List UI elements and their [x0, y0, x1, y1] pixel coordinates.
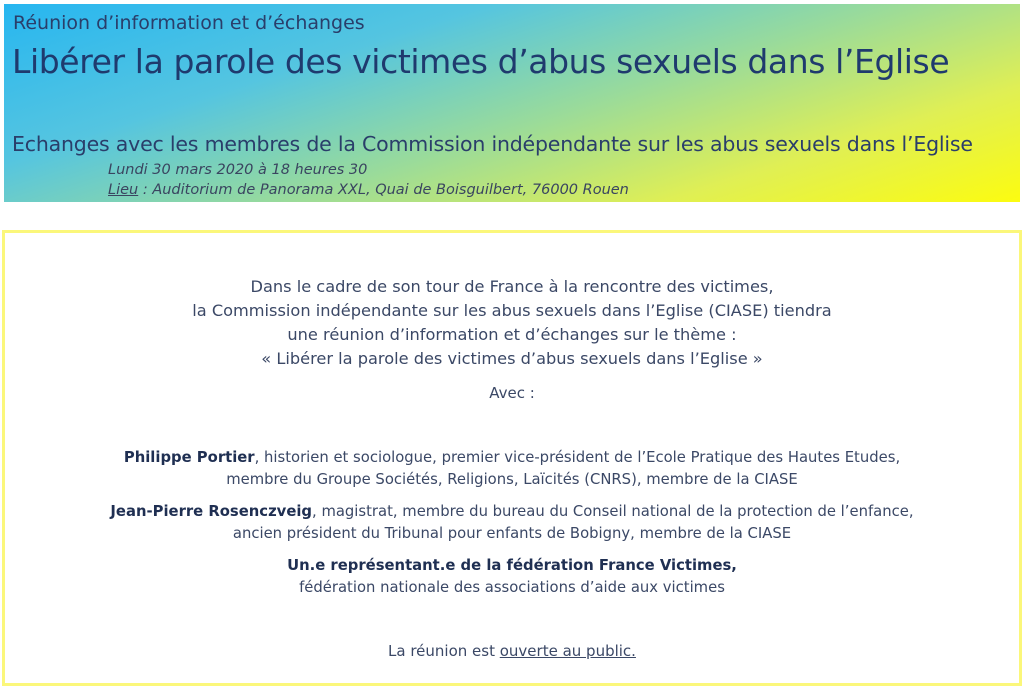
speaker-line: ancien président du Tribunal pour enfants de Bobigny, membre de la CIASE — [232, 525, 792, 542]
closing-line — [5, 639, 1019, 663]
intro-paragraph — [5, 275, 1019, 371]
intro-line: Dans le cadre de son tour de France à la rencontre des victimes, — [250, 277, 774, 296]
speaker-block — [5, 555, 1019, 599]
event-date: Lundi 30 mars 2020 à 18 heures 30 — [108, 162, 368, 178]
speaker-role: , magistrat, membre du bureau du Conseil national de la protection de l’enfance, — [312, 503, 914, 520]
speaker-block — [5, 501, 1019, 545]
speaker-role: , historien et sociologue, premier vice-président de l’Ecole Pratique des Hautes Etudes, — [254, 449, 901, 466]
event-kicker: Réunion d’information et d’échanges — [13, 12, 365, 34]
speaker-line — [5, 555, 1019, 577]
speaker-line — [5, 447, 1019, 469]
speaker-line: fédération nationale des associations d’aide aux victimes — [299, 579, 725, 596]
intro-line: la Commission indépendante sur les abus sexuels dans l’Eglise (CIASE) tiendra — [192, 301, 832, 320]
event-place — [108, 182, 629, 198]
intro-line: « Libérer la parole des victimes d’abus sexuels dans l’Eglise » — [261, 349, 763, 368]
closing-prefix: La réunion est — [388, 642, 500, 660]
place-label: Lieu — [108, 182, 139, 198]
header-banner — [4, 4, 1020, 202]
speaker-line: membre du Groupe Sociétés, Religions, Laïcités (CNRS), membre de la CIASE — [226, 471, 798, 488]
place-value: : Auditorium de Panorama XXL, Quai de Boisguilbert, 76000 Rouen — [138, 182, 629, 198]
avec-label: Avec : — [489, 384, 535, 402]
event-title: Libérer la parole des victimes d’abus sexuels dans l’Eglise — [12, 42, 950, 81]
speaker-block — [5, 447, 1019, 491]
speaker-name: Jean-Pierre Rosenczveig — [110, 503, 313, 520]
intro-line: une réunion d’information et d’échanges sur le thème : — [287, 325, 737, 344]
event-subtitle: Echanges avec les membres de la Commission indépendante sur les abus sexuels dans l’Eglise — [12, 132, 973, 156]
speaker-name: Philippe Portier — [123, 449, 255, 466]
details-panel — [2, 230, 1022, 686]
public-link[interactable]: ouverte au public. — [499, 642, 636, 660]
speaker-line — [5, 501, 1019, 523]
speaker-name: Un.e représentant.e de la fédération France Victimes, — [287, 557, 737, 574]
